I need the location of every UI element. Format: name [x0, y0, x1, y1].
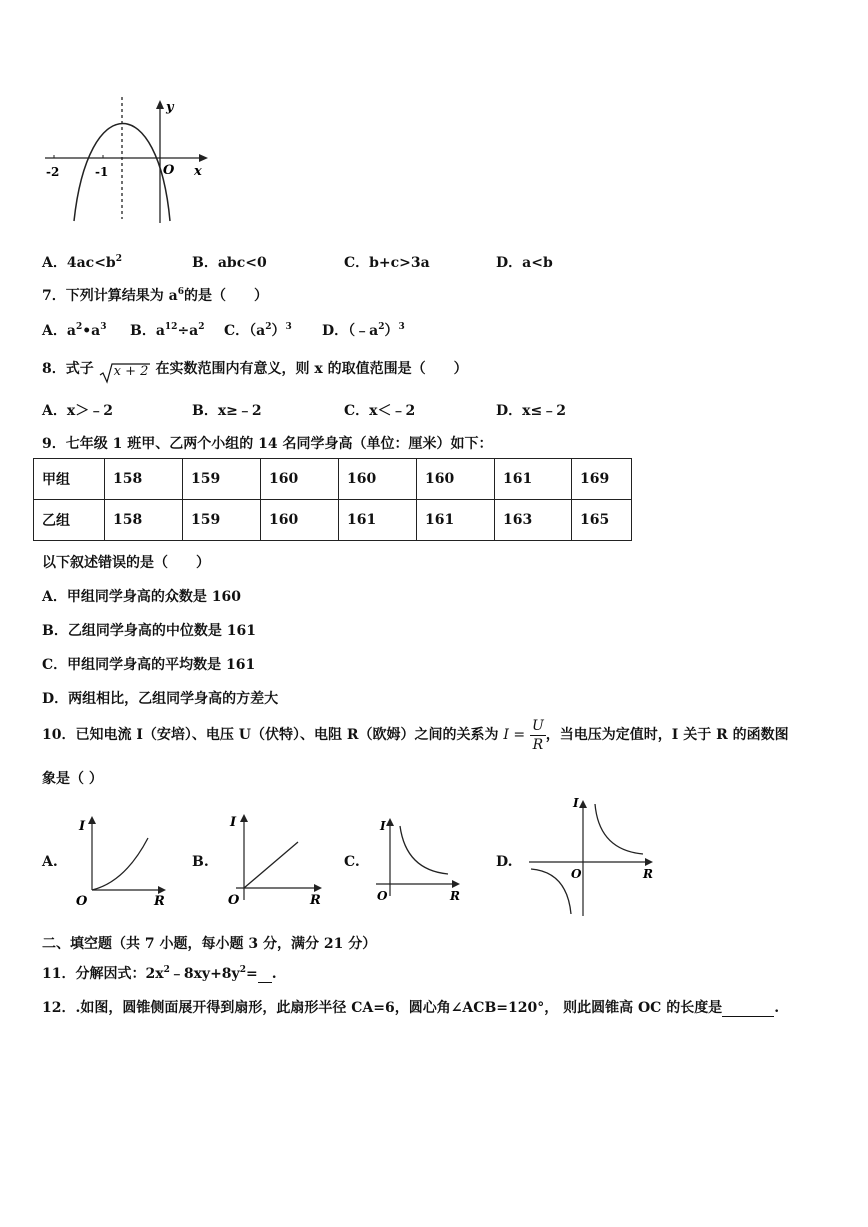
q6-option-b[interactable]: B．abc<0 [192, 255, 267, 271]
q10-stem-line2: 象是（ ） [42, 771, 103, 787]
q12-stem: 12．.如图，圆锥侧面展开得到扇形，此扇形半径 CA=6，圆心角∠ACB=120°， 则此圆锥高 OC 的长度是 . [42, 1000, 780, 1016]
tick-label-neg2: -2 [46, 165, 60, 179]
table-cell: 169 [572, 459, 632, 500]
svg-text:I: I [573, 796, 579, 810]
tick-label-neg1: -1 [95, 165, 109, 179]
q8-option-a[interactable]: A．x＞﹣2 [42, 403, 113, 419]
table-cell: 163 [495, 500, 572, 541]
svg-text:I: I [380, 819, 386, 833]
svg-text:O: O [571, 867, 582, 881]
curve-d-upper [595, 804, 643, 854]
svg-text:I: I [230, 815, 237, 830]
table-cell: 160 [261, 500, 339, 541]
q8-stem: 8．式子 x + 2 在实数范围内有意义，则 x 的取值范围是（ ） [42, 358, 468, 384]
height-table [33, 458, 632, 541]
q12-answer-blank[interactable] [722, 1000, 774, 1017]
q6-option-c[interactable]: C．b+c>3a [344, 255, 430, 271]
y-axis-label: y [166, 100, 174, 115]
q10-stem: 10．已知电流 I（安培）、电压 U（伏特）、电阻 R（欧姆）之间的关系为 I = $\frac{U}{R}$ ，当电压为定值时，I 关于 R 的函数图 [42, 717, 789, 753]
table-cell: 160 [417, 459, 495, 500]
q10-option-b[interactable]: B. [192, 854, 209, 870]
q10-option-a[interactable]: A. [42, 854, 58, 870]
q9-question: 以下叙述错误的是（ ） [42, 555, 210, 571]
q11-answer-blank[interactable] [258, 966, 272, 983]
table-cell: 160 [339, 459, 417, 500]
q7-option-d[interactable]: D．$(﹣a^2)^3$ [322, 322, 405, 339]
q9-option-c[interactable]: C．甲组同学身高的平均数是 161 [42, 657, 256, 673]
curve-a [92, 838, 148, 890]
table-cell: 161 [495, 459, 572, 500]
svg-text:O: O [377, 889, 388, 903]
q6-parabola-graph [40, 95, 215, 225]
q10-option-d[interactable]: D. [496, 854, 513, 870]
q11-stem: 11．分解因式：$2x^2﹣8xy+8y^2=$ . [42, 965, 277, 982]
table-cell: 158 [105, 459, 183, 500]
origin-label: O [163, 163, 175, 178]
table-cell: 161 [339, 500, 417, 541]
q6-option-a[interactable]: A．$4ac<b^2$ [42, 254, 122, 271]
svg-text:O: O [76, 894, 88, 909]
table-cell: 159 [183, 500, 261, 541]
table-cell: 乙组 [34, 500, 105, 541]
table-cell: 160 [261, 459, 339, 500]
svg-text:R: R [643, 867, 653, 881]
q9-stem: 9．七年级 1 班甲、乙两个小组的 14 名同学身高（单位：厘米）如下： [42, 436, 493, 452]
table-row [34, 459, 632, 500]
line-b [244, 842, 298, 888]
q7-option-c[interactable]: C．$(a^2)^3$ [224, 322, 292, 339]
svg-text:O: O [228, 893, 240, 908]
svg-text:R: R [154, 894, 165, 909]
q10-option-c[interactable]: C. [344, 854, 360, 870]
x-axis-arrow [199, 154, 208, 162]
table-cell: 159 [183, 459, 261, 500]
svg-text:R: R [450, 889, 460, 903]
formula-fraction: $\frac{U}{R}$ [531, 717, 544, 753]
svg-text:R: R [310, 893, 321, 908]
q7-stem: 7．下列计算结果为 $a^6$的是（ ） [42, 287, 268, 304]
graph-b [218, 810, 328, 910]
table-cell: 甲组 [34, 459, 105, 500]
curve-c [400, 826, 448, 874]
table-cell: 158 [105, 500, 183, 541]
q8-option-b[interactable]: B．x≥﹣2 [192, 403, 262, 419]
graph-c [372, 812, 472, 908]
q9-option-a[interactable]: A．甲组同学身高的众数是 160 [42, 589, 241, 605]
table-cell: 165 [572, 500, 632, 541]
curve-d-lower [531, 869, 571, 914]
x-axis-label: x [194, 164, 202, 179]
svg-text:I: I [79, 819, 86, 834]
q9-option-d[interactable]: D．两组相比，乙组同学身高的方差大 [42, 691, 279, 707]
q7-option-a[interactable]: A．$a^2•a^3$ [42, 322, 107, 339]
formula-lhs: I = [503, 727, 526, 743]
q7-option-b[interactable]: B．$a^{12}\div a^2$ [130, 322, 205, 339]
section-title: 二、填空题（共 7 小题，每小题 3 分，满分 21 分） [42, 936, 377, 952]
graph-a [70, 812, 170, 910]
y-axis-arrow [156, 100, 164, 109]
q6-option-d[interactable]: D．a<b [496, 255, 553, 271]
table-cell: 161 [417, 500, 495, 541]
q8-option-c[interactable]: C．x＜﹣2 [344, 403, 416, 419]
q8-option-d[interactable]: D．x≤﹣2 [496, 403, 566, 419]
q9-option-b[interactable]: B．乙组同学身高的中位数是 161 [42, 623, 256, 639]
square-root-expression: x + 2 [99, 362, 151, 384]
table-row [34, 500, 632, 541]
graph-d [525, 792, 665, 918]
